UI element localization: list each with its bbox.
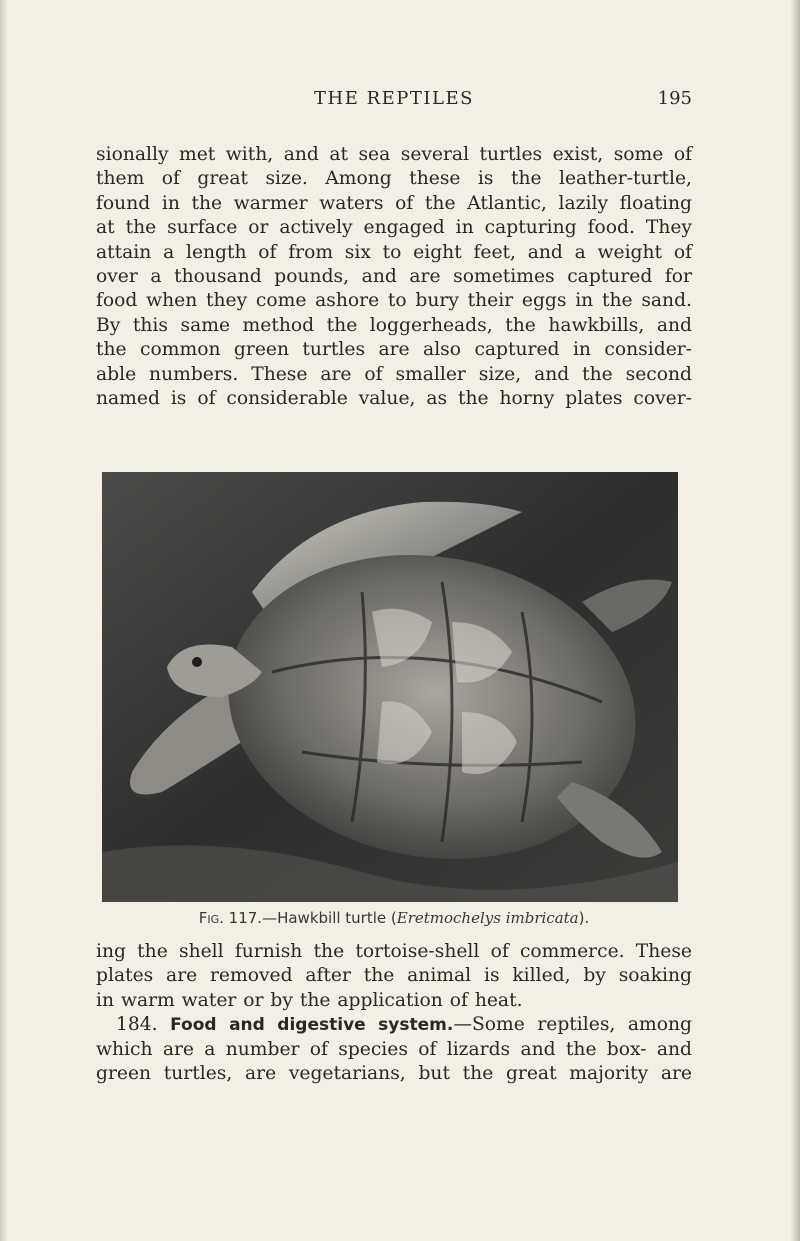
text-line: plates are removed after the animal is killed, by soaking: [96, 965, 692, 987]
caption-text: —Hawkbill turtle (: [262, 909, 397, 927]
text-line: which are a number of species of lizards and the box- and: [96, 1038, 692, 1060]
text-line: sionally met with, and at sea several turtles exist, some of: [96, 144, 692, 165]
scientific-name: Eretmochelys imbricata: [396, 909, 579, 927]
turtle-photo-drawing: [102, 472, 678, 902]
text-line: over a thousand pounds, and are sometimes captured for: [96, 266, 692, 288]
text-line: food when they come ashore to bury their eggs in the sand.: [96, 290, 692, 312]
bottom-text: [96, 940, 692, 1086]
page-left-edge-shadow: [0, 0, 8, 1241]
section-title: Food and digestive system.: [170, 1015, 454, 1036]
text-line: them of great size. Among these is the leather-turtle,: [96, 168, 692, 190]
text-line: attain a length of from six to eight feet, and a weight of: [96, 241, 692, 263]
section-number: 184.: [116, 1014, 158, 1036]
text-line: the common green turtles are also captured in consider-: [96, 339, 692, 361]
text-line: By this same method the loggerheads, the hawkbills, and: [96, 314, 692, 336]
figure-caption: [96, 909, 692, 927]
text-line: named is of considerable value, as the horny plates cover-: [96, 388, 692, 410]
text-line: green turtles, are vegetarians, but the great majority are: [96, 1063, 692, 1085]
hawkbill-turtle-illustration: [102, 472, 678, 902]
text-line: in warm water or by the application of heat.: [96, 989, 523, 1011]
text-line: at the surface or actively engaged in capturing food. They: [96, 217, 692, 239]
text-line: able numbers. These are of smaller size, and the second: [96, 363, 692, 385]
caption-end: ).: [578, 909, 590, 927]
page-number: 195: [657, 88, 692, 109]
top-paragraph: [96, 143, 692, 411]
page-header: [96, 88, 692, 116]
section-first-line: —Some reptiles, among: [453, 1014, 692, 1036]
section-heading-line: [96, 1013, 692, 1037]
page-right-edge-shadow: [790, 0, 800, 1241]
text-line: ing the shell furnish the tortoise-shell of commerce. These: [96, 941, 692, 962]
figure-label: Fig. 117.: [198, 909, 263, 927]
text-line: found in the warmer waters of the Atlantic, lazily floating: [96, 192, 692, 214]
running-title: THE REPTILES: [314, 88, 474, 109]
